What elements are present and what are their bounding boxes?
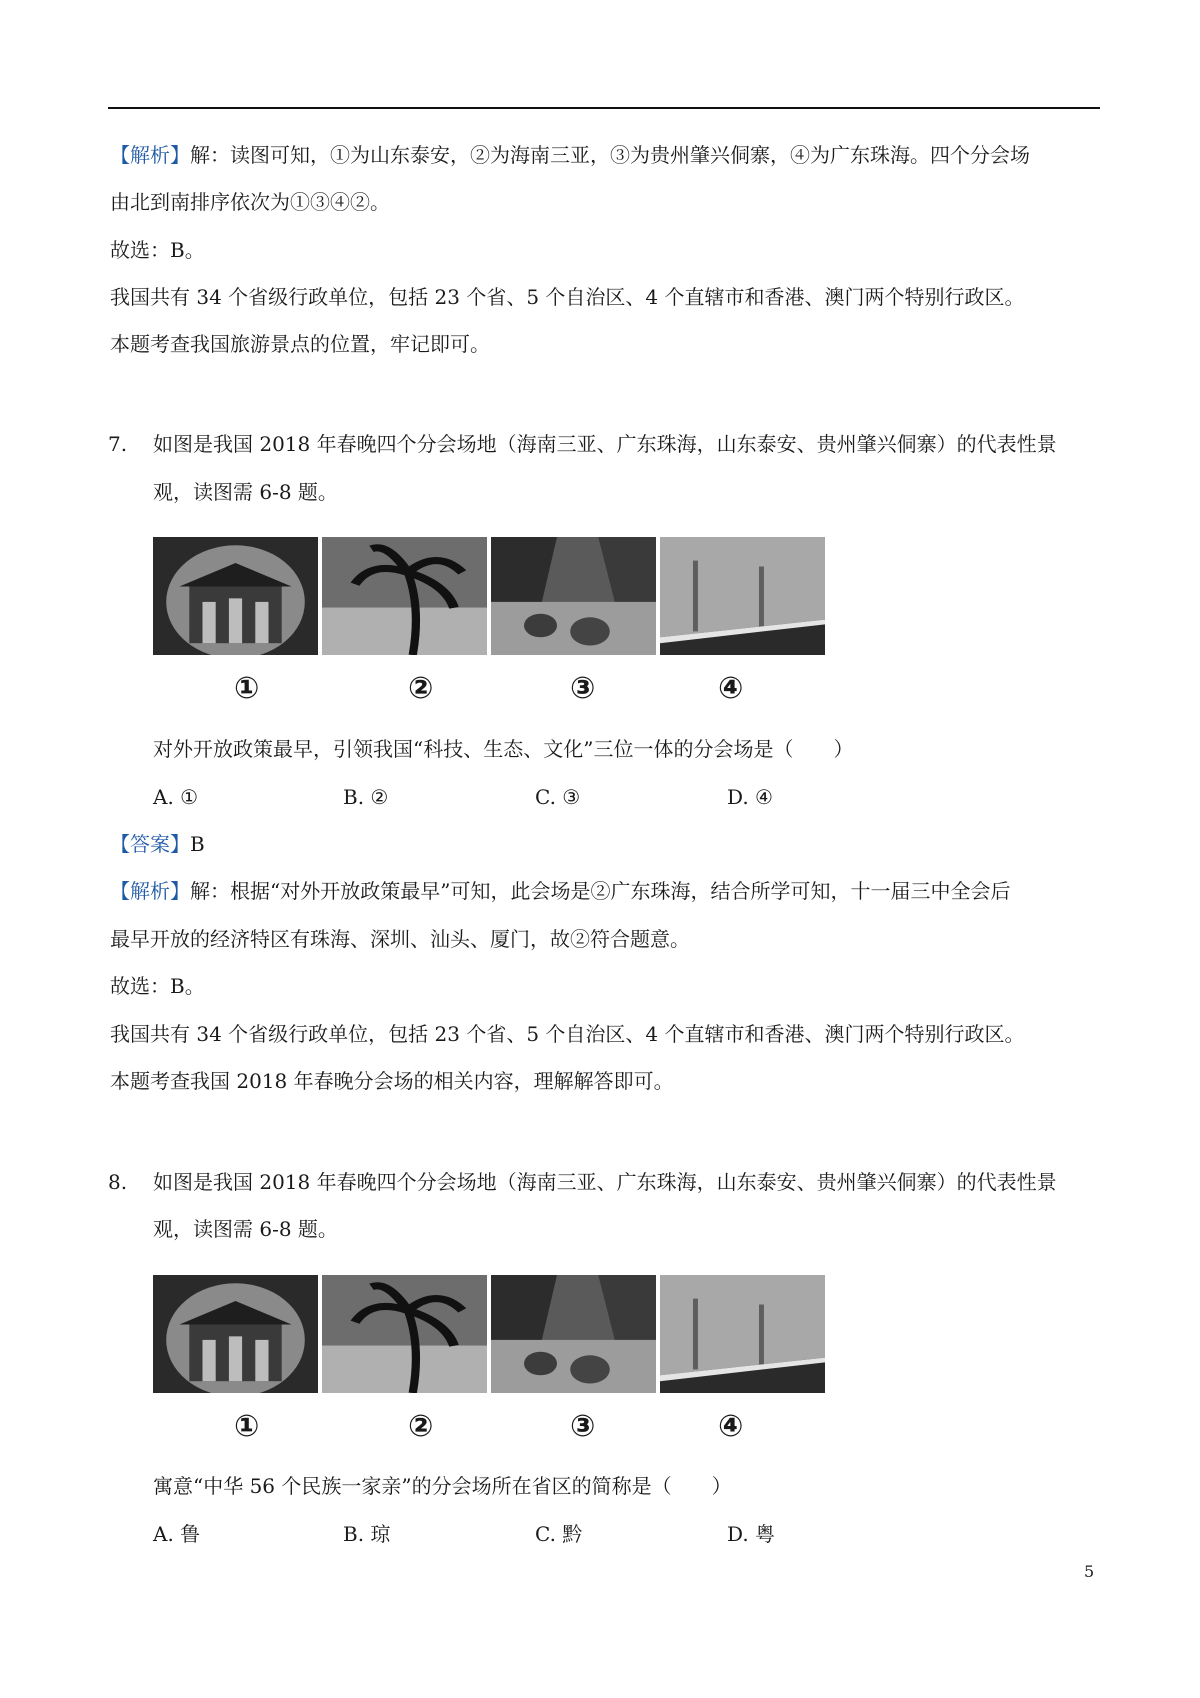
answer-tag: 【答案】 — [110, 832, 190, 856]
photo-bridge — [660, 1275, 825, 1393]
q7-answer: B — [190, 832, 205, 856]
q7-caption-1: ① — [234, 671, 260, 706]
q6-choice-line: 故选：B。 — [110, 238, 205, 262]
q8-caption-4: ④ — [718, 1409, 744, 1444]
q7-summary-line: 本题考查我国 2018 年春晚分会场的相关内容，理解解答即可。 — [110, 1069, 674, 1093]
q7-option-c: C. ③ — [535, 785, 581, 809]
q6-analysis-line-2: 由北到南排序依次为①③④②。 — [110, 190, 390, 214]
photo-palm-beach — [322, 1275, 487, 1393]
header-rule — [108, 107, 1100, 109]
photo-village-river — [491, 1275, 656, 1393]
page-number: 5 — [1084, 1562, 1095, 1581]
q8-caption-2: ② — [408, 1409, 434, 1444]
q7-answer-line — [110, 830, 205, 858]
q8-stem-line-1: 如图是我国 2018 年春晚四个分会场地（海南三亚、广东珠海，山东泰安、贵州肇兴侗寨）的代表性景 — [153, 1170, 1057, 1194]
q7-choice-line: 故选：B。 — [110, 974, 205, 998]
photo-palm-beach — [322, 537, 487, 655]
q7-fact-line: 我国共有 34 个省级行政单位，包括 23 个省、5 个自治区、4 个直辖市和香港、澳门两个特别行政区。 — [110, 1022, 1025, 1046]
q7-stem-line-2: 观，读图需 6-8 题。 — [153, 480, 338, 504]
q7-caption-2: ② — [408, 671, 434, 706]
q8-number: 8. — [108, 1170, 128, 1194]
q7-option-b: B. ② — [343, 785, 389, 809]
q8-caption-1: ① — [234, 1409, 260, 1444]
photo-temple-gate — [153, 1275, 318, 1393]
q6-analysis-line-1: 【解析】解：读图可知，①为山东泰安，②为海南三亚，③为贵州肇兴侗寨，④为广东珠海。四个分会场 — [110, 143, 1030, 167]
q8-option-d: D. 粤 — [727, 1522, 776, 1546]
q7-option-a: A. ① — [153, 785, 199, 809]
q8-stem-line-2: 观，读图需 6-8 题。 — [153, 1217, 338, 1241]
analysis-tag: 【解析】 — [110, 143, 190, 167]
q8-option-a: A. 鲁 — [153, 1522, 201, 1546]
q8-question: 寓意“中华 56 个民族一家亲”的分会场所在省区的简称是（ ） — [153, 1474, 732, 1498]
q7-question: 对外开放政策最早，引领我国“科技、生态、文化”三位一体的分会场是（ ） — [153, 737, 854, 761]
photo-temple-gate — [153, 537, 318, 655]
q7-caption-4: ④ — [718, 671, 744, 706]
photo-village-river — [491, 537, 656, 655]
q8-option-b: B. 琼 — [343, 1522, 391, 1546]
q7-analysis-line-1: 【解析】解：根据“对外开放政策最早”可知，此会场是②广东珠海，结合所学可知，十一届三中全会后 — [110, 879, 1011, 903]
q6-fact-line: 我国共有 34 个省级行政单位，包括 23 个省、5 个自治区、4 个直辖市和香港、澳门两个特别行政区。 — [110, 285, 1025, 309]
q7-caption-3: ③ — [570, 671, 596, 706]
q7-stem-line-1: 如图是我国 2018 年春晚四个分会场地（海南三亚、广东珠海，山东泰安、贵州肇兴侗寨）的代表性景 — [153, 432, 1057, 456]
q7-option-d: D. ④ — [727, 785, 773, 809]
q7-number: 7. — [108, 432, 128, 456]
q8-option-c: C. 黔 — [535, 1522, 583, 1546]
q7-analysis-line-2: 最早开放的经济特区有珠海、深圳、汕头、厦门，故②符合题意。 — [110, 927, 690, 951]
q7-image-strip — [153, 537, 825, 655]
photo-bridge — [660, 537, 825, 655]
q8-image-strip — [153, 1275, 825, 1393]
analysis-tag: 【解析】 — [110, 879, 190, 903]
q6-summary-line: 本题考查我国旅游景点的位置，牢记即可。 — [110, 332, 490, 356]
q8-caption-3: ③ — [570, 1409, 596, 1444]
